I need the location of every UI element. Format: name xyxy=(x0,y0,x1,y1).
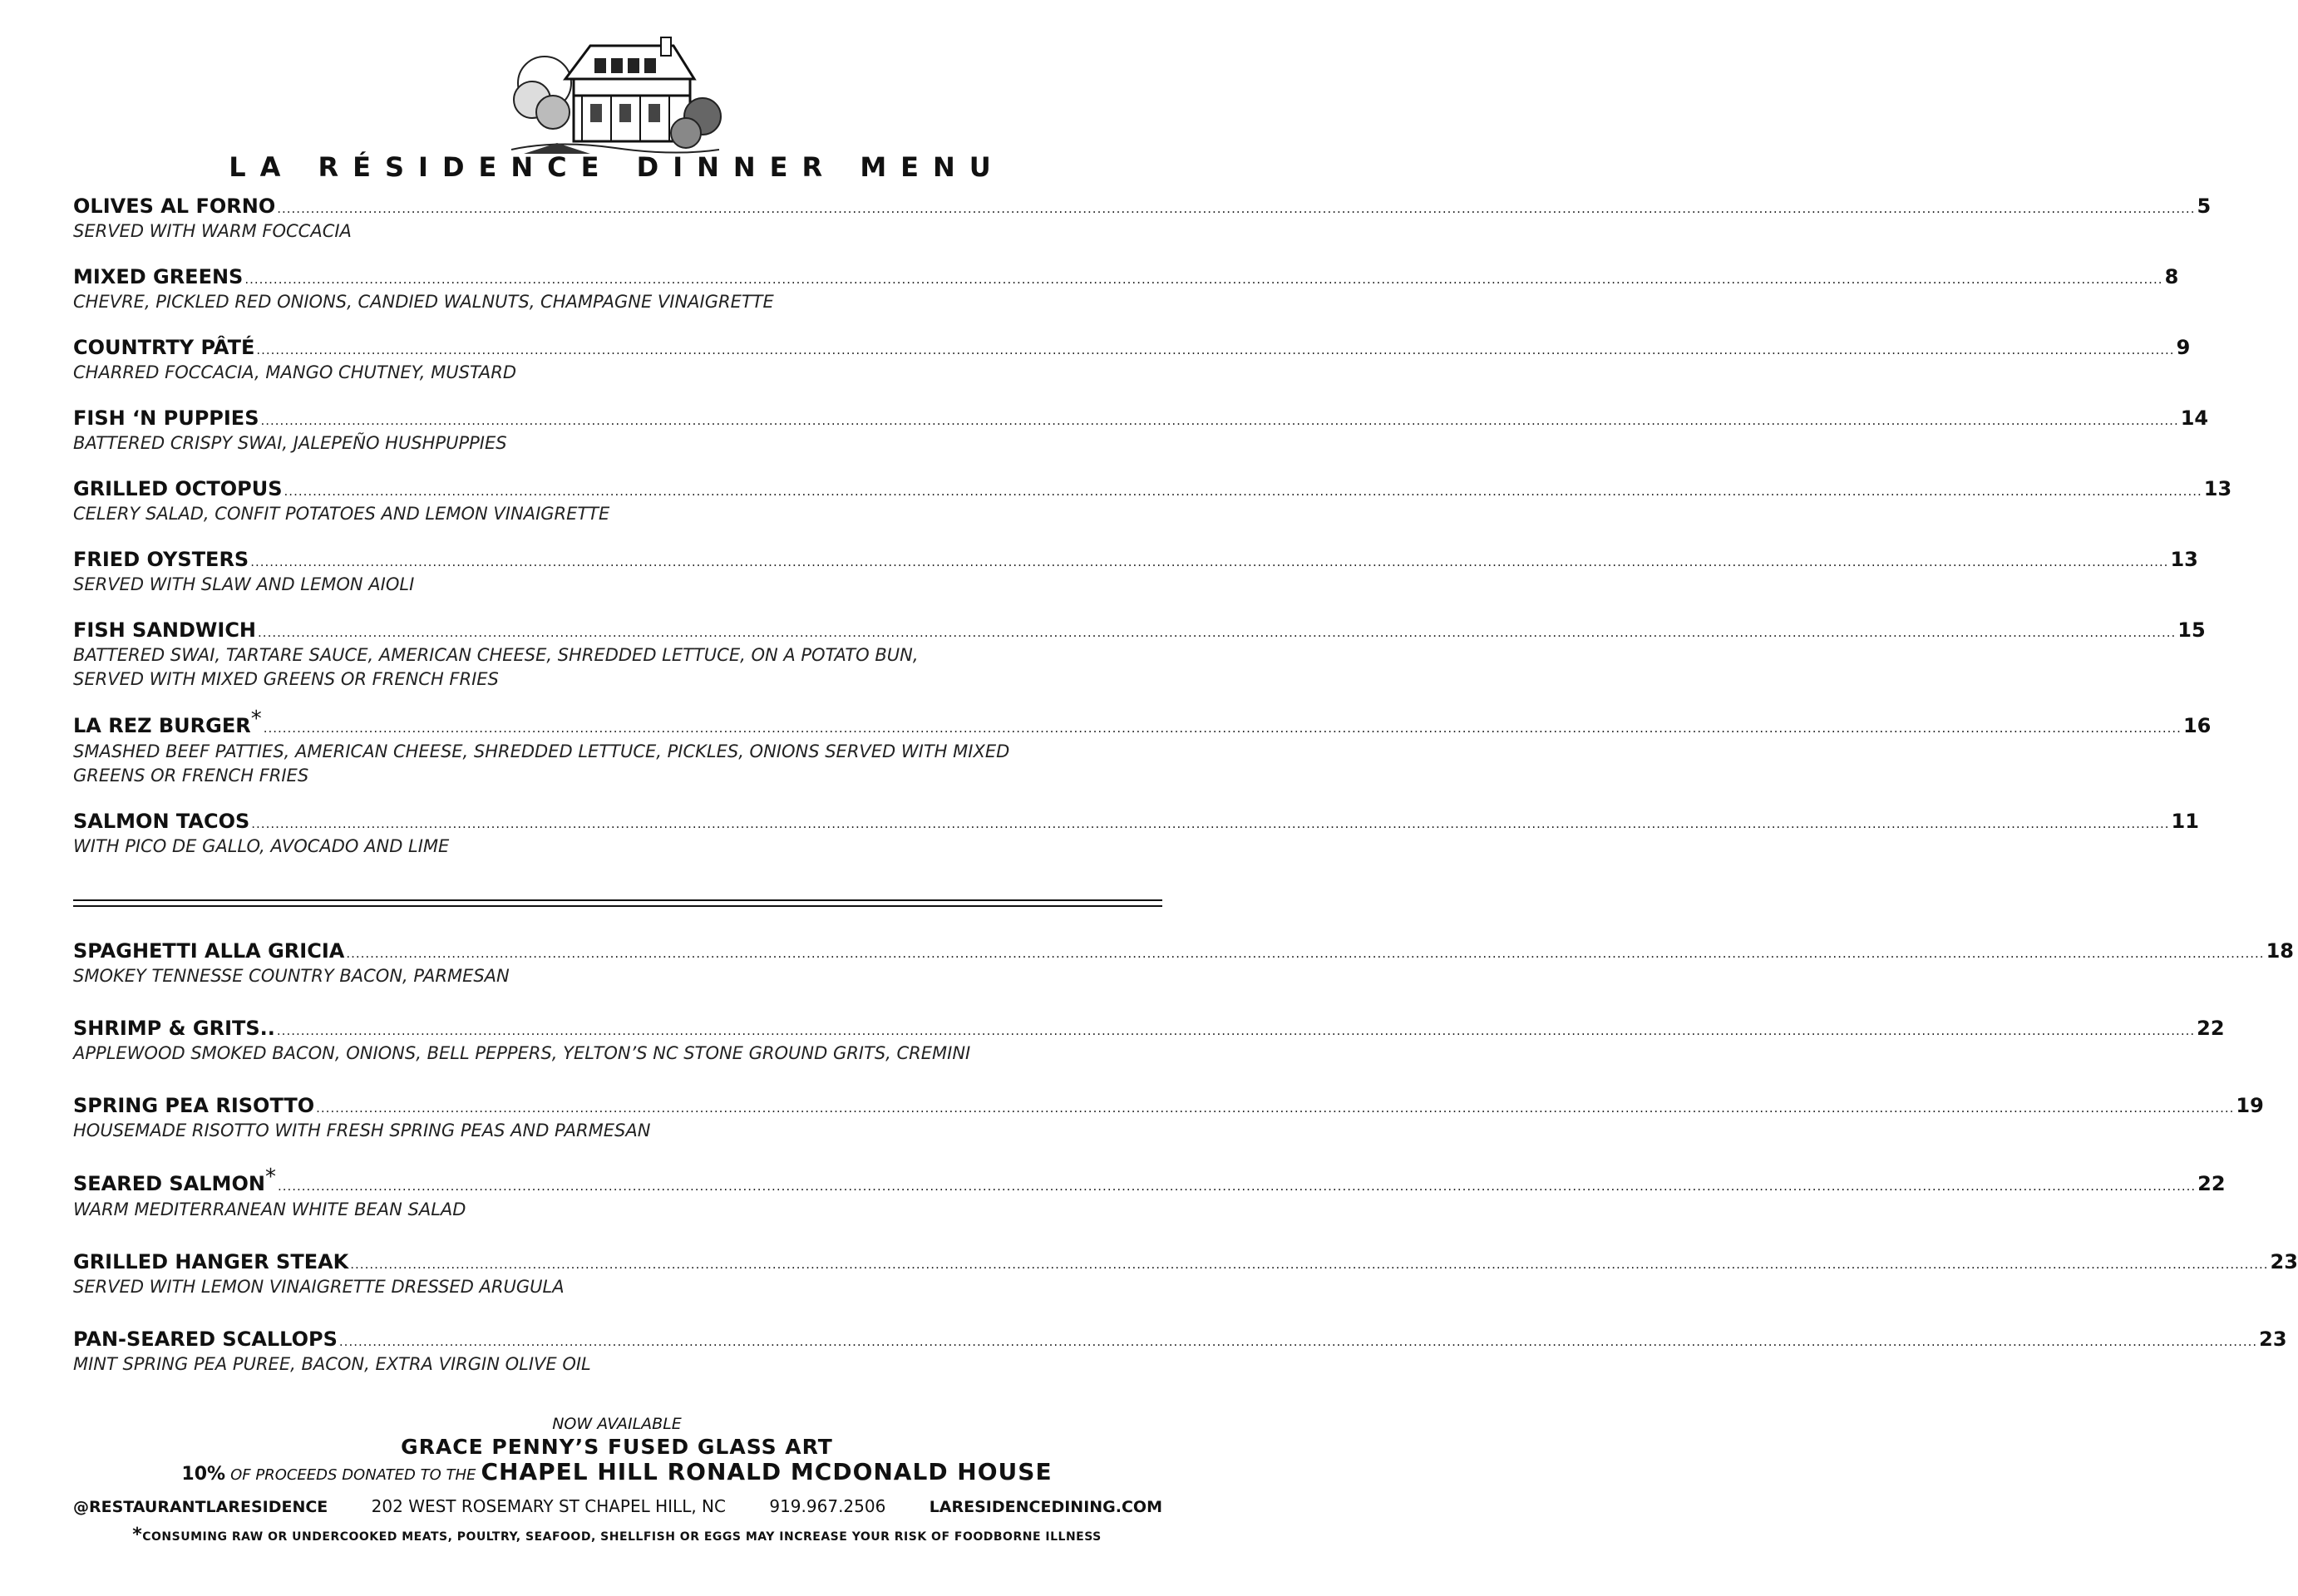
menu-item xyxy=(73,1328,2287,1377)
menu-item-price: 15 xyxy=(2177,618,2206,642)
menu-item-price: 18 xyxy=(2266,939,2294,963)
charity-name: CHAPEL HILL RONALD MCDONALD HOUSE xyxy=(481,1458,1053,1485)
menu-item-row xyxy=(73,1328,2287,1351)
menu-item-row xyxy=(73,195,2212,218)
menu-item-description: HOUSEMADE RISOTTO WITH FRESH SPRING PEAS AND PARMESAN xyxy=(73,1121,651,1140)
menu-item-name: SALMON TACOS xyxy=(73,810,250,833)
menu-item xyxy=(73,1017,2225,1066)
menu-item-name: GRILLED HANGER STEAK xyxy=(73,1250,349,1273)
menu-item xyxy=(73,1094,2264,1143)
menu-item-description: SMOKEY TENNESSE COUNTRY BACON, PARMESAN xyxy=(73,966,510,986)
menu-item-description: CHARRED FOCCACIA, MANGO CHUTNEY, MUSTARD xyxy=(73,362,516,382)
dot-leader: ................................................................................................................................................................................................................................................................................................................................................................................................................ xyxy=(277,1179,2197,1194)
dot-leader: ................................................................................................................................................................................................................................................................................................................................................................................................................ xyxy=(284,484,2202,499)
dot-leader: ................................................................................................................................................................................................................................................................................................................................................................................................................ xyxy=(338,1334,2258,1349)
menu-item-price: 11 xyxy=(2171,810,2199,833)
menu-item-description: APPLEWOOD SMOKED BACON, ONIONS, BELL PEPPERS, YELTON’S NC STONE GROUND GRITS, CREMINI xyxy=(73,1043,971,1063)
menu-item-name: SPAGHETTI ALLA GRICIA xyxy=(73,939,345,963)
menu-item-price: 13 xyxy=(2170,548,2198,571)
menu-item-description: MINT SPRING PEA PUREE, BACON, EXTRA VIRGIN OLIVE OIL xyxy=(73,1354,591,1374)
raw-warning-asterisk: * xyxy=(264,1165,276,1190)
menu-item-name: OLIVES AL FORNO xyxy=(73,195,276,218)
dot-leader: ................................................................................................................................................................................................................................................................................................................................................................................................................ xyxy=(256,342,2175,357)
menu-item-description: SERVED WITH WARM FOCCACIA xyxy=(73,221,352,241)
house-illustration-icon xyxy=(507,33,723,158)
contact-line xyxy=(73,1496,1162,1516)
menu-item xyxy=(73,265,2179,314)
dot-leader: ................................................................................................................................................................................................................................................................................................................................................................................................................ xyxy=(250,554,2169,569)
menu-item-description: CHEVRE, PICKLED RED ONIONS, CANDIED WALNUTS, CHAMPAGNE VINAIGRETTE xyxy=(73,292,774,312)
menu-item-row xyxy=(73,1165,2226,1196)
raw-warning-asterisk: * xyxy=(250,707,262,732)
donation-text: OF PROCEEDS DONATED TO THE xyxy=(230,1466,476,1484)
menu-item-row xyxy=(73,336,2191,359)
menu-item xyxy=(73,810,2199,859)
menu-item-description: SERVED WITH SLAW AND LEMON AIOLI xyxy=(73,574,415,594)
menu-item-description: WITH PICO DE GALLO, AVOCADO AND LIME xyxy=(73,836,450,856)
dot-leader: ................................................................................................................................................................................................................................................................................................................................................................................................................ xyxy=(277,201,2196,216)
menu-item xyxy=(73,618,2206,692)
menu-section-mains xyxy=(73,939,2298,1377)
phone-number: 919.967.2506 xyxy=(769,1496,886,1516)
menu-item-name: FRIED OYSTERS xyxy=(73,548,249,571)
menu-item-name: MIXED GREENS xyxy=(73,265,244,288)
dot-leader: ................................................................................................................................................................................................................................................................................................................................................................................................................ xyxy=(276,1023,2196,1038)
menu-item-description: SERVED WITH LEMON VINAIGRETTE DRESSED ARUGULA xyxy=(73,1277,565,1297)
menu-item-name: LA REZ BURGER xyxy=(73,714,251,737)
menu-item-description: BATTERED CRISPY SWAI, JALEPEÑO HUSHPUPPIES xyxy=(73,433,507,453)
website: LARESIDENCEDINING.COM xyxy=(929,1498,1162,1516)
menu-item-row xyxy=(73,406,2209,430)
warning-text: CONSUMING RAW OR UNDERCOOKED MEATS, POULTRY, SEAFOOD, SHELLFISH OR EGGS MAY INCREASE YOUR RISK OF FOODBORNE ILLNESS xyxy=(142,1530,1102,1544)
foodborne-warning xyxy=(0,1525,1234,1545)
menu-item-price: 8 xyxy=(2164,265,2179,288)
menu-item-description: SMASHED BEEF PATTIES, AMERICAN CHEESE, SHREDDED LETTUCE, PICKLES, ONIONS SERVED WITH MIXED xyxy=(73,741,1010,761)
menu-item-price: 5 xyxy=(2197,195,2212,218)
menu-item xyxy=(73,1250,2298,1299)
menu-item-row xyxy=(73,1017,2225,1040)
menu-item-price: 13 xyxy=(2203,477,2232,500)
menu-item-name: SPRING PEA RISOTTO xyxy=(73,1094,315,1117)
menu-item xyxy=(73,1165,2226,1222)
menu-item-name: COUNTRTY PÂTÉ xyxy=(73,336,255,359)
dot-leader: ................................................................................................................................................................................................................................................................................................................................................................................................................ xyxy=(263,721,2182,736)
menu-item-price: 22 xyxy=(2197,1172,2226,1195)
menu-item-description: BATTERED SWAI, TARTARE SAUCE, AMERICAN CHEESE, SHREDDED LETTUCE, ON A POTATO BUN, xyxy=(73,645,919,665)
menu-title: LA RÉSIDENCE DINNER MENU xyxy=(229,151,1005,183)
menu-item-price: 14 xyxy=(2180,406,2209,430)
dot-leader: ................................................................................................................................................................................................................................................................................................................................................................................................................ xyxy=(350,1257,2269,1272)
menu-item-name: SHRIMP & GRITS.. xyxy=(73,1017,275,1040)
dot-leader: ................................................................................................................................................................................................................................................................................................................................................................................................................ xyxy=(260,413,2179,428)
menu-item-price: 23 xyxy=(2259,1328,2287,1351)
dot-leader: ................................................................................................................................................................................................................................................................................................................................................................................................................ xyxy=(244,272,2163,287)
instagram-handle: @RESTAURANTLARESIDENCE xyxy=(73,1498,328,1516)
dot-leader: ................................................................................................................................................................................................................................................................................................................................................................................................................ xyxy=(316,1101,2235,1116)
donation-percent: 10% xyxy=(181,1464,226,1485)
menu-item-price: 19 xyxy=(2236,1094,2264,1117)
menu-item-name: FISH SANDWICH xyxy=(73,618,257,642)
menu-item xyxy=(73,548,2198,597)
menu-item xyxy=(73,195,2212,244)
menu-item xyxy=(73,707,2212,788)
menu-item-description: GREENS OR FRENCH FRIES xyxy=(73,766,309,786)
menu-item-price: 9 xyxy=(2176,336,2191,359)
dot-leader: ................................................................................................................................................................................................................................................................................................................................................................................................................ xyxy=(346,946,2265,961)
featured-art-label: GRACE PENNY’S FUSED GLASS ART xyxy=(401,1435,833,1459)
menu-item-row xyxy=(73,939,2294,963)
menu-item-row xyxy=(73,477,2232,500)
menu-item-description: WARM MEDITERRANEAN WHITE BEAN SALAD xyxy=(73,1199,466,1219)
menu-item-name: FISH ‘N PUPPIES xyxy=(73,406,259,430)
section-divider xyxy=(73,899,1162,907)
menu-item xyxy=(73,406,2209,456)
menu-item-row xyxy=(73,265,2179,288)
menu-item-name: GRILLED OCTOPUS xyxy=(73,477,283,500)
donation-line xyxy=(0,1458,1234,1485)
menu-item-row xyxy=(73,1094,2264,1117)
menu-item xyxy=(73,477,2232,526)
menu-item-row xyxy=(73,1250,2298,1273)
menu-item-row xyxy=(73,810,2199,833)
menu-item-name: PAN-SEARED SCALLOPS xyxy=(73,1328,338,1351)
menu-item-row xyxy=(73,618,2206,642)
menu-item xyxy=(73,336,2191,385)
menu-item-row xyxy=(73,548,2198,571)
menu-item-price: 16 xyxy=(2182,714,2212,737)
menu-item-description: CELERY SALAD, CONFIT POTATOES AND LEMON VINAIGRETTE xyxy=(73,504,610,524)
dot-leader: ................................................................................................................................................................................................................................................................................................................................................................................................................ xyxy=(251,816,2170,831)
menu-item-price: 22 xyxy=(2197,1017,2225,1040)
menu-section-starters xyxy=(73,195,2232,859)
dot-leader: ................................................................................................................................................................................................................................................................................................................................................................................................................ xyxy=(258,625,2177,640)
menu-item-price: 23 xyxy=(2270,1250,2298,1273)
address: 202 WEST ROSEMARY ST CHAPEL HILL, NC xyxy=(371,1496,726,1516)
now-available-label: NOW AVAILABLE xyxy=(552,1415,682,1433)
menu-item-row xyxy=(73,707,2212,738)
warning-asterisk: * xyxy=(132,1525,143,1545)
menu-item xyxy=(73,939,2294,988)
menu-item-name: SEARED SALMON xyxy=(73,1172,265,1195)
menu-item-description: SERVED WITH MIXED GREENS OR FRENCH FRIES xyxy=(73,669,499,689)
